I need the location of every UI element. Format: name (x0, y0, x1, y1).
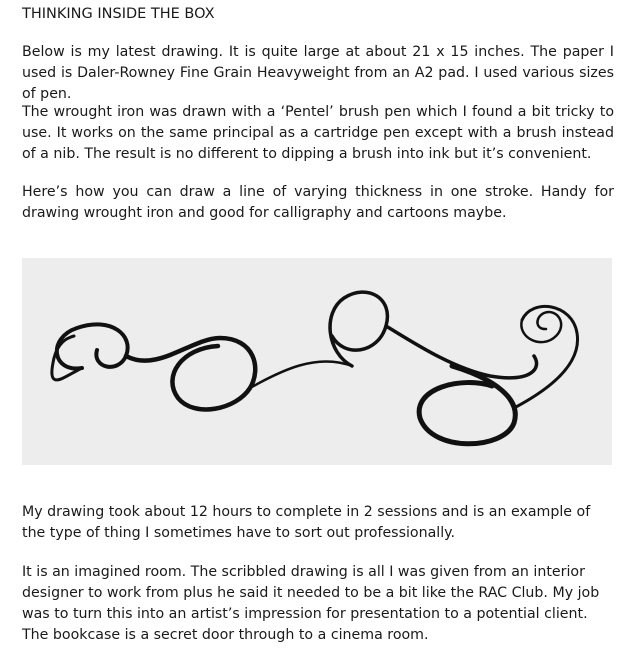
paragraph-drawing-intro: Below is my latest drawing. It is quite large at about 21 x 15 inches. The paper I used is Daler-Rowney Fine Grain Heavyweight from an A2 pad. I used various sizes of pen. (22, 44, 614, 102)
paragraph-drawing-duration: My drawing took about 12 hours to complete in 2 sessions and is an example of the type of thing I sometimes have to sort out professionally. (22, 504, 591, 541)
paragraph-varying-thickness: Here’s how you can draw a line of varying thickness in one stroke. Handy for drawing wrought iron and good for calligraphy and cartoons maybe. (22, 184, 614, 221)
article-title: THINKING INSIDE THE BOX (22, 6, 215, 22)
swirl-loop-left (57, 324, 128, 368)
swirl-drawing-image (22, 258, 612, 465)
swirl-rising-stroke (514, 306, 578, 408)
swirl-s-curve-left (126, 338, 255, 409)
paragraph-brush-pen: The wrought iron was drawn with a ‘Pentel’ brush pen which I found a bit tricky to use. It works on the same principal as a cartridge pen except with a brush instead of a nib. The result is no different to dipping a brush into ink but it’s convenient. (22, 104, 614, 162)
swirl-connector-center (250, 361, 352, 388)
paragraph-imagined-room: It is an imagined room. The scribbled drawing is all I was given from an interior designer to work from plus he said it needed to be a bit like the RAC Club. My job was to turn this into an artist’s impression for presentation to a potential client. The bookcase is a secret door through to a cinema room. (22, 564, 600, 643)
swirl-stroke-svg (22, 258, 612, 465)
swirl-loop-center (330, 292, 387, 366)
swirl-spiral-right (521, 312, 561, 342)
